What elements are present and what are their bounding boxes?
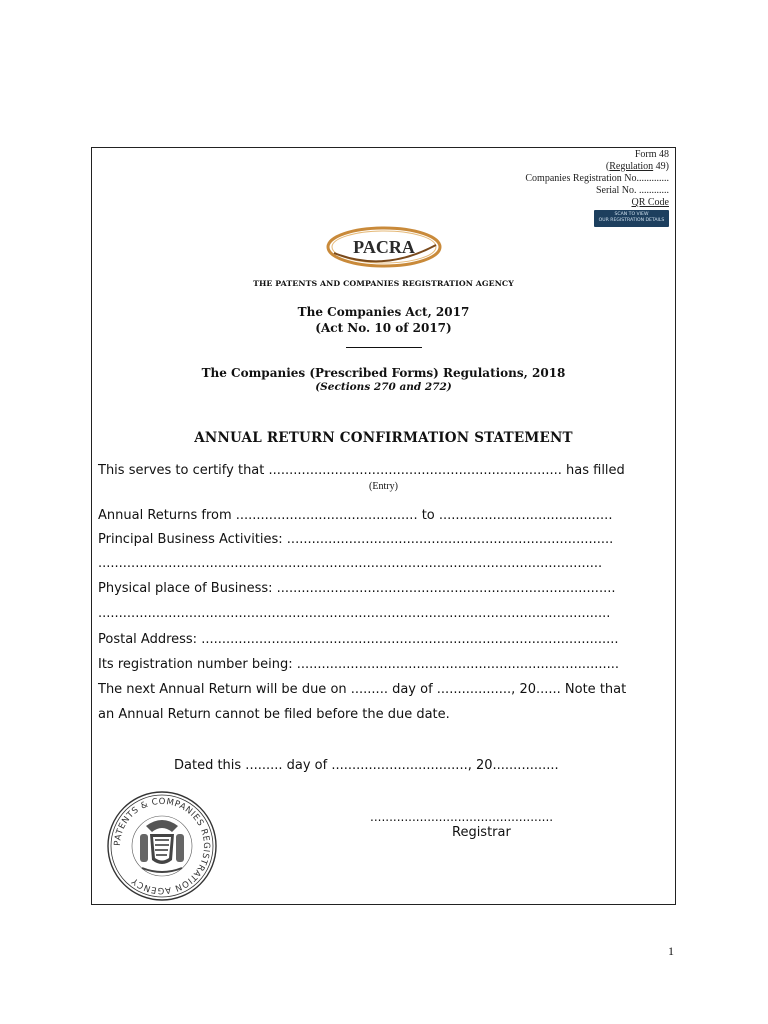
principal-business-line: Principal Business Activities: ............................................................................... <box>98 532 614 547</box>
dated-line: Dated this ......... day of ................................., 20................ <box>174 758 559 773</box>
statement-title: ANNUAL RETURN CONFIRMATION STATEMENT <box>194 430 573 446</box>
pacra-logo <box>326 225 442 269</box>
company-registration-number: Companies Registration No............. <box>525 173 669 184</box>
divider <box>346 347 422 348</box>
registrar-label: Registrar <box>452 825 511 840</box>
certificate-frame <box>91 147 676 905</box>
signature-line: ................................................ <box>370 810 554 824</box>
page-number: 1 <box>668 944 674 958</box>
certify-line: This serves to certify that ....................................................................... has filled <box>98 463 625 478</box>
svg-text:PATENTS & COMPANIES REGISTRATI: PATENTS & COMPANIES REGISTRATION AGENCY <box>112 796 212 896</box>
sections-ref: (Sections 270 and 272) <box>315 381 452 393</box>
svg-text:PACRA: PACRA <box>353 237 415 257</box>
agency-seal <box>106 790 218 902</box>
act-title: The Companies Act, 2017 <box>297 305 470 319</box>
physical-place-line: Physical place of Business: .................................................................................. <box>98 581 616 596</box>
form-number: Form 48 <box>634 149 669 160</box>
regulation-ref: (Regulation 49) <box>605 161 669 172</box>
postal-address-line: Postal Address: ..................................................................................................... <box>98 632 619 647</box>
cannot-file-line: an Annual Return cannot be filed before the due date. <box>98 707 450 722</box>
entry-label: (Entry) <box>369 481 398 492</box>
serial-number: Serial No. ............ <box>595 185 669 196</box>
qr-code-label: QR Code <box>631 197 669 208</box>
qr-scan-button[interactable]: SCAN TO VIEW OUR REGISTRATION DETAILS <box>594 210 669 227</box>
principal-business-continuation: .......................................................................................................................... <box>98 556 603 571</box>
annual-returns-line: Annual Returns from ............................................ to .......................................... <box>98 508 613 523</box>
regulations-title: The Companies (Prescribed Forms) Regulations, 2018 <box>201 366 566 380</box>
act-number: (Act No. 10 of 2017) <box>315 321 452 335</box>
physical-place-continuation: ............................................................................................................................ <box>98 606 611 621</box>
registration-number-line: Its registration number being: .............................................................................. <box>98 657 620 672</box>
agency-name: THE PATENTS AND COMPANIES REGISTRATION AGENCY <box>253 279 514 288</box>
form-header <box>525 149 669 227</box>
next-return-line: The next Annual Return will be due on ......... day of .................., 20...... Note that <box>98 682 627 697</box>
